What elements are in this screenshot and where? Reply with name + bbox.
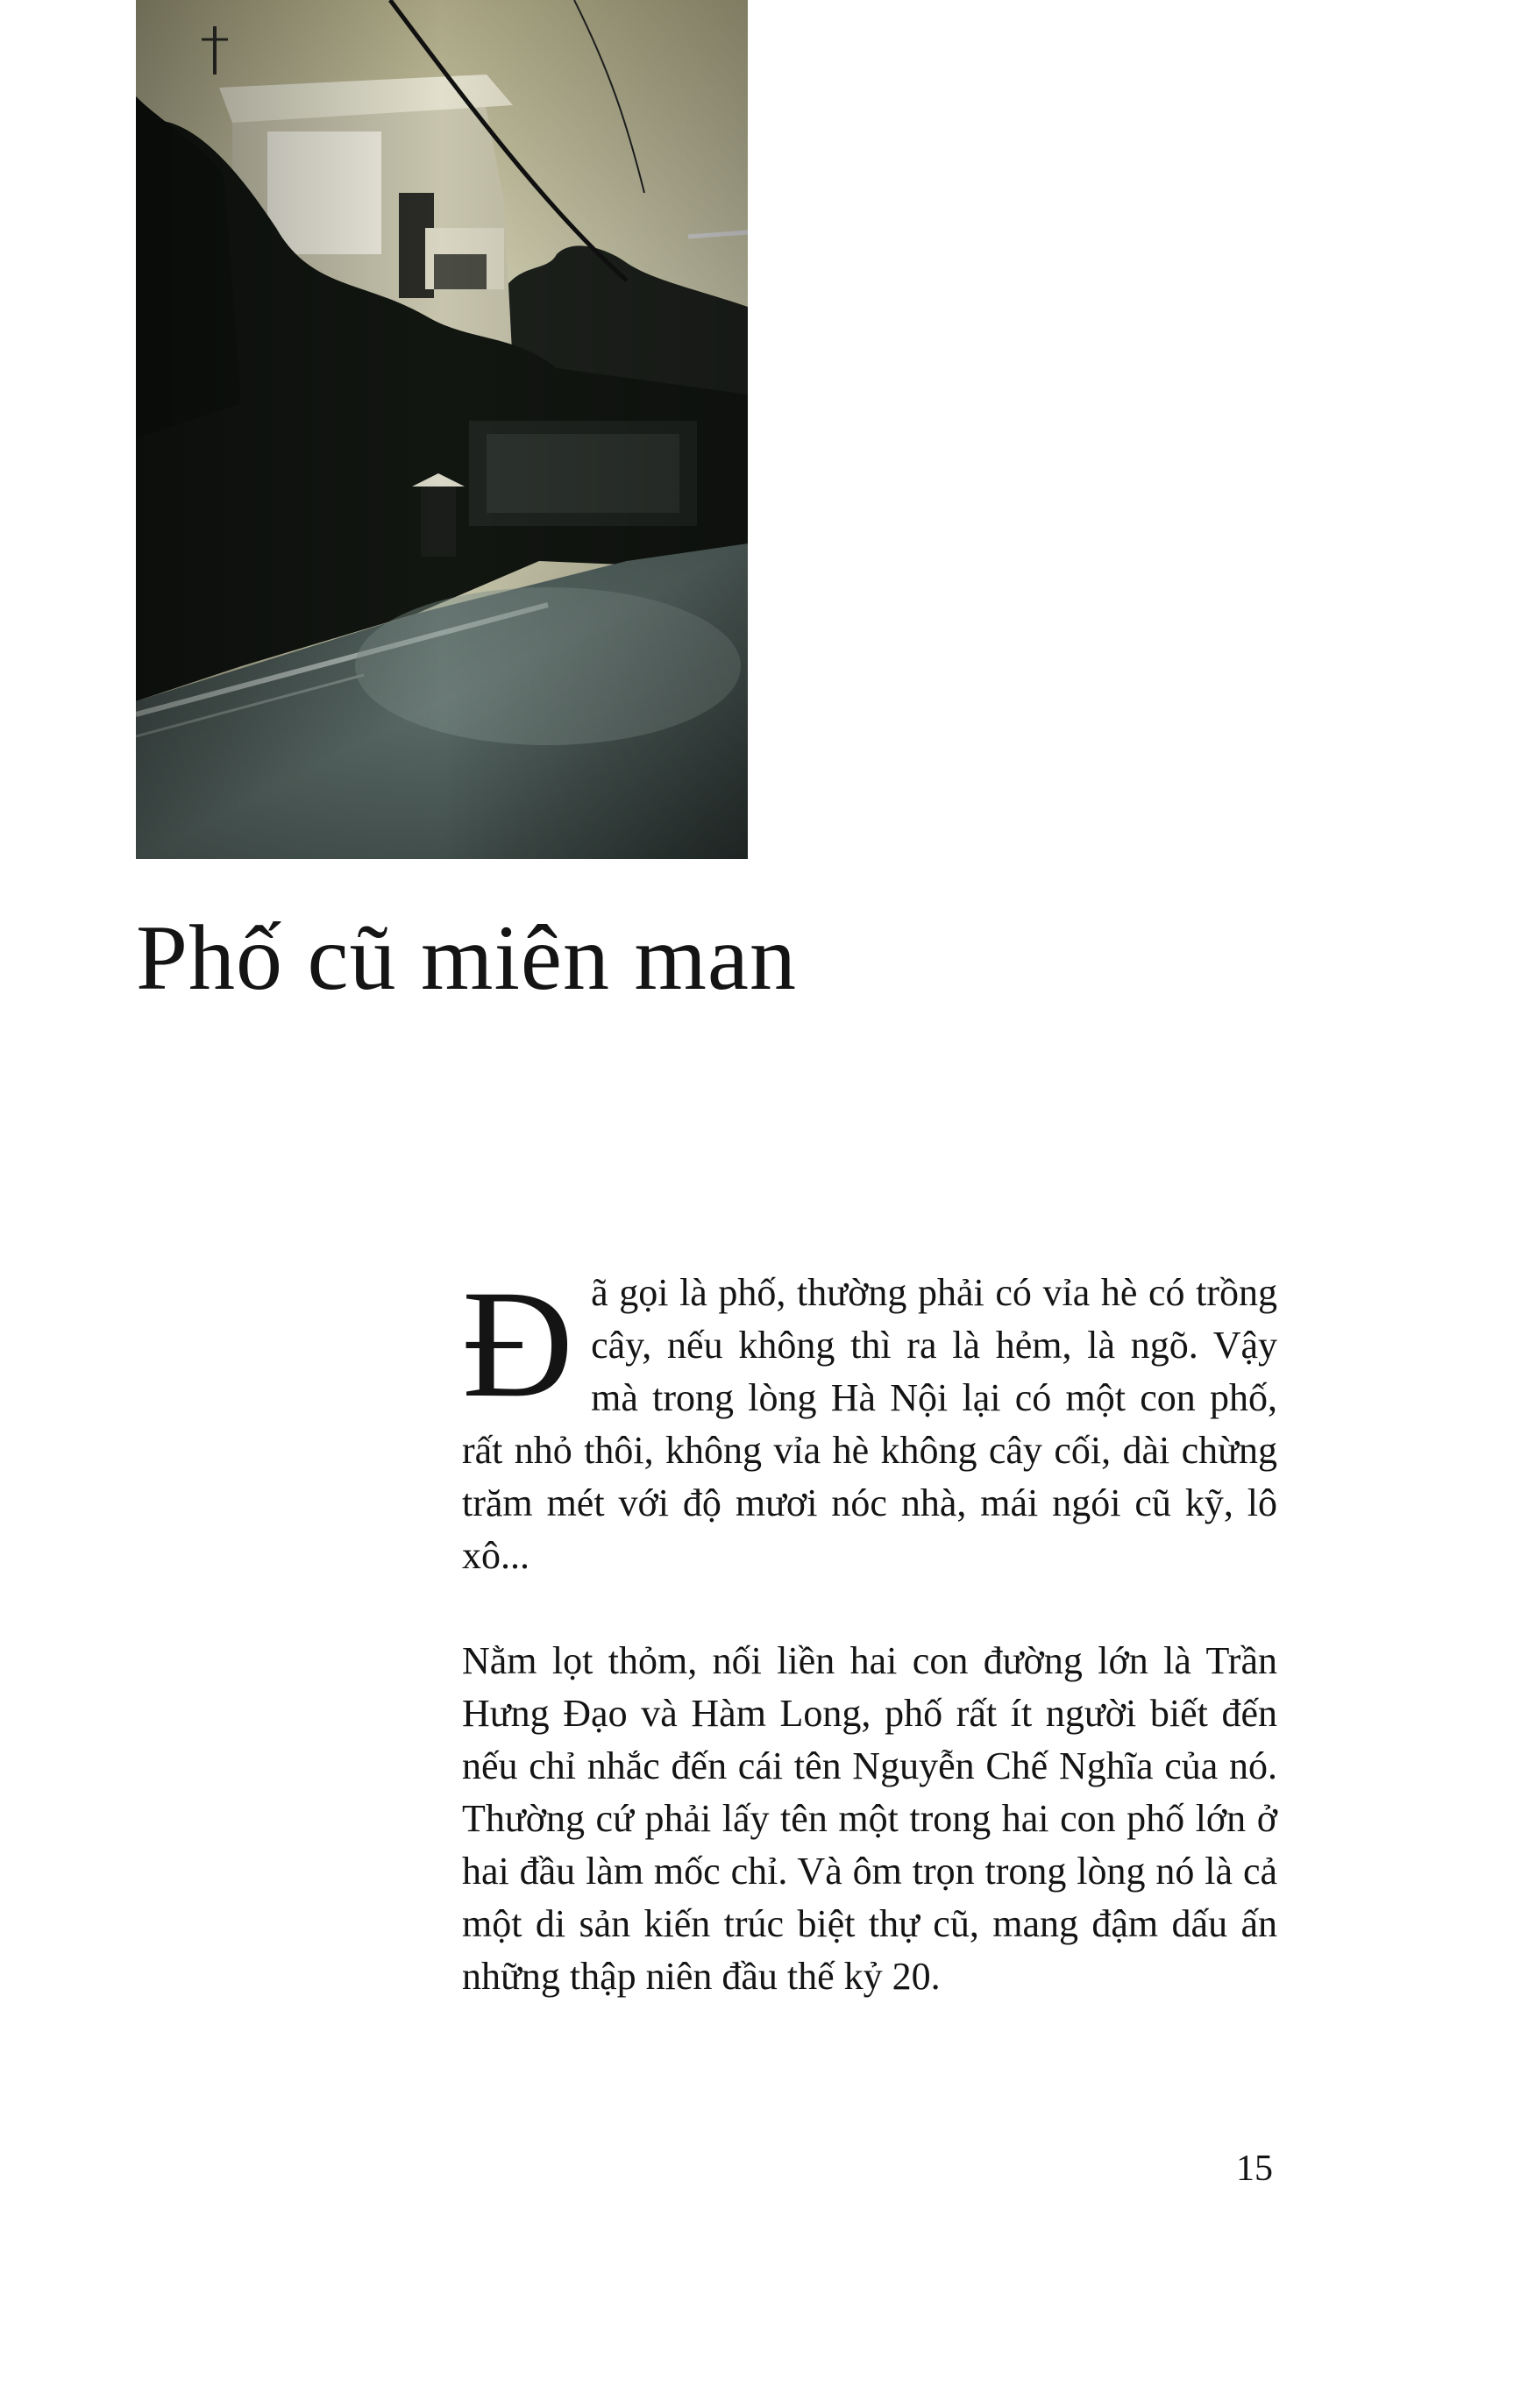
paragraph-2: Nằm lọt thỏm, nối liền hai con đường lớn là Trần Hưng Đạo và Hàm Long, phố rất ít người biết đến nếu chỉ nhắc đến cái tên Nguyễn Chế Nghĩa của nó. Thường cứ phải lấy tên một trong hai con phố lớn ở hai đầu làm mốc chỉ. Và ôm trọn trong lòng nó là cả một di sản kiến trúc biệt thự cũ, mang đậm dấu ấn những thập niên đầu thế kỷ 20. bbox=[462, 1639, 1277, 1998]
paragraph-1 bbox=[462, 1259, 1277, 1582]
page-number: 15 bbox=[1236, 2149, 1273, 2189]
drop-cap: Đ bbox=[462, 1259, 574, 1430]
paragraph-1-text: ã gọi là phố, thường phải có vỉa hè có trồng cây, nếu không thì ra là hẻm, là ngõ. Vậy mà trong lòng Hà Nội lại có một con phố, rất nhỏ thôi, không vỉa hè không cây cối, dài chừng trăm mét với độ mươi nóc nhà, mái ngói cũ kỹ, lô xô... bbox=[462, 1271, 1277, 1577]
street-photo bbox=[136, 0, 748, 859]
chapter-title: Phố cũ miên man bbox=[136, 906, 797, 1009]
body-text bbox=[462, 1259, 1277, 2003]
